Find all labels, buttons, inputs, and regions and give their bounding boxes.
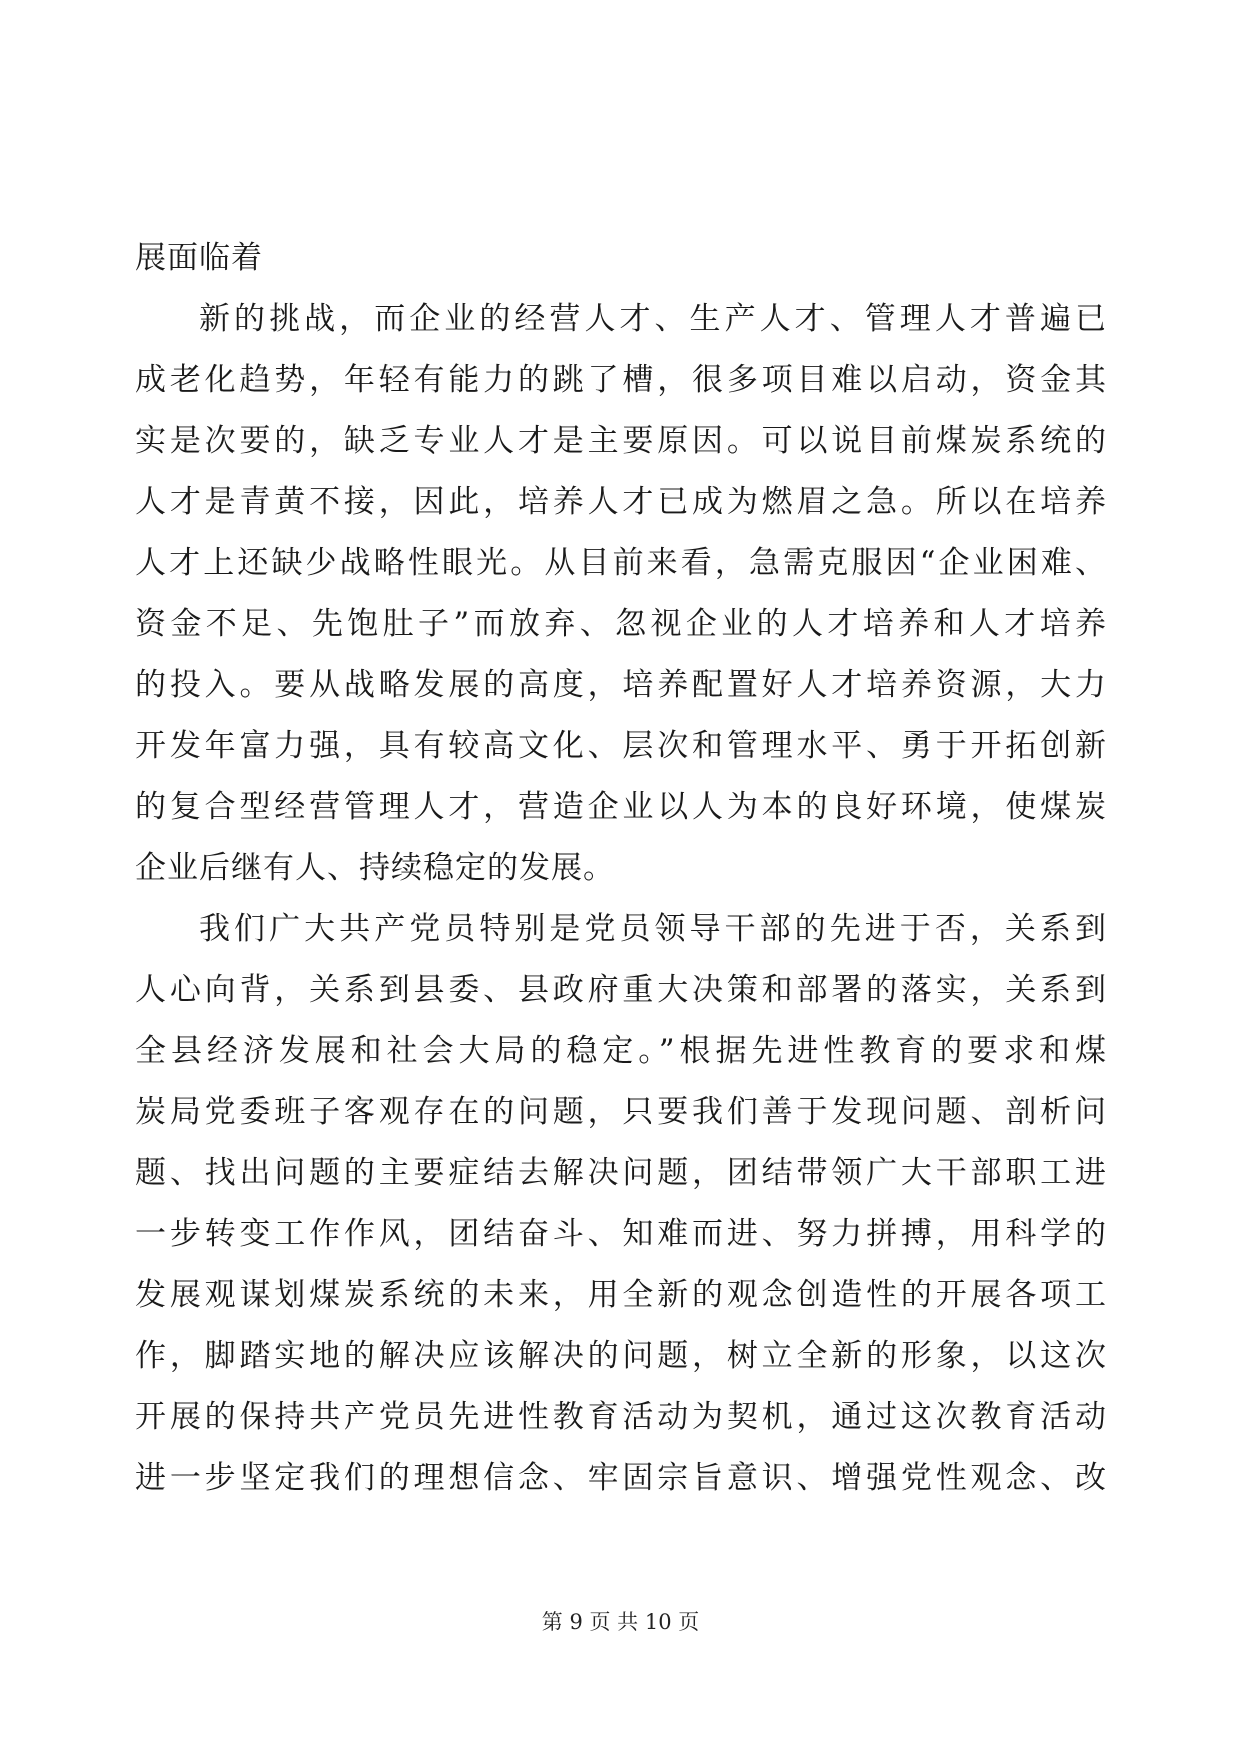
- text-line: 企业后继有人、持续稳定的发展。: [135, 850, 615, 886]
- text-line: 成老化趋势，年轻有能力的跳了槽，很多项目难以启动，资金其: [135, 362, 1107, 398]
- text-line: 实是次要的，缺乏专业人才是主要原因。可以说目前煤炭系统的: [135, 423, 1107, 459]
- text-line: 人才是青黄不接，因此，培养人才已成为燃眉之急。所以在培养: [135, 484, 1107, 520]
- text-line: 作，脚踏实地的解决应该解决的问题，树立全新的形象，以这次: [135, 1338, 1107, 1374]
- text-line: 炭局党委班子客观存在的问题，只要我们善于发现问题、剖析问: [135, 1094, 1107, 1130]
- text-line: 我们广大共产党员特别是党员领导干部的先进于否，关系到: [199, 911, 1107, 947]
- text-line: 全县经济发展和社会大局的稳定。”根据先进性教育的要求和煤: [135, 1033, 1107, 1069]
- text-line: 开发年富力强，具有较高文化、层次和管理水平、勇于开拓创新: [135, 728, 1107, 764]
- text-line: 进一步坚定我们的理想信念、牢固宗旨意识、增强党性观念、改: [135, 1460, 1107, 1496]
- text-line: 开展的保持共产党员先进性教育活动为契机，通过这次教育活动: [135, 1399, 1107, 1435]
- text-line: 新的挑战，而企业的经营人才、生产人才、管理人才普遍已: [199, 301, 1107, 337]
- document-body: [135, 228, 1107, 1509]
- text-line: 发展观谋划煤炭系统的未来，用全新的观念创造性的开展各项工: [135, 1277, 1107, 1313]
- text-line: 人心向背，关系到县委、县政府重大决策和部署的落实，关系到: [135, 972, 1107, 1008]
- text-line: 一步转变工作作风，团结奋斗、知难而进、努力拼搏，用科学的: [135, 1216, 1107, 1252]
- text-line: 的投入。要从战略发展的高度，培养配置好人才培养资源，大力: [135, 667, 1107, 703]
- text-line: 的复合型经营管理人才，营造企业以人为本的良好环境，使煤炭: [135, 789, 1107, 825]
- text-line: 题、找出问题的主要症结去解决问题，团结带领广大干部职工进: [135, 1155, 1107, 1191]
- page-number-footer: 第 9 页 共 10 页: [541, 1610, 700, 1634]
- text-line: 资金不足、先饱肚子”而放弃、忽视企业的人才培养和人才培养: [135, 606, 1107, 642]
- text-line: 展面临着: [135, 240, 263, 276]
- text-line: 人才上还缺少战略性眼光。从目前来看，急需克服因“企业困难、: [135, 545, 1107, 581]
